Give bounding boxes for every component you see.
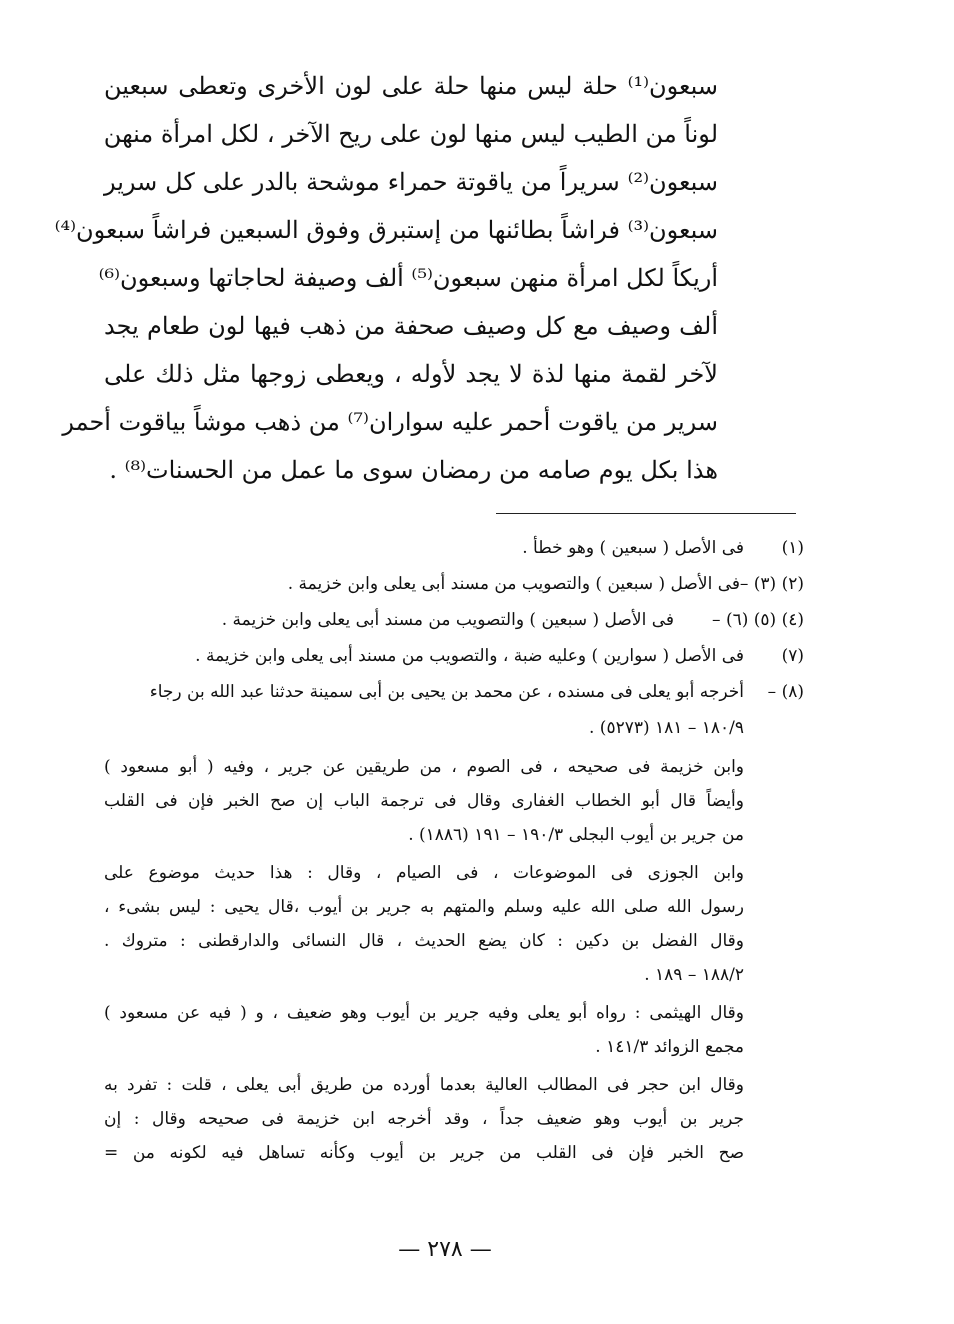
footnote-1: [104, 530, 804, 566]
footnote-paragraph-line: صح الخبر فإن فى القلب من جرير بن أيوب وكأنه تساهل فيه لكونه من =: [104, 1143, 744, 1163]
footnote-paragraph-3: [104, 996, 804, 1064]
main-text-line: لآخر لقمة منها لذة لا يجد لأوله ، ويعطى زوجها مثل ذلك على: [104, 360, 718, 388]
main-text: [54, 62, 718, 494]
main-text-line: سبعون⁽²⁾ سريراً من ياقوتة حمراء موشحة بالدر على كل سرير: [104, 168, 718, 196]
footnote-text: فى الأصل ( سبعين ) والتصويب من مسند أبى يعلى وابن خزيمة .: [221, 610, 674, 630]
footnote-paragraph-line: وابن خزيمة فى صحيحه ، فى الصوم ، من طريقين عن جرير ، وفيه ( أبو مسعود ): [104, 757, 744, 777]
footnote-separator: [496, 513, 796, 514]
footnote-number: (٨) –: [767, 682, 804, 702]
footnote-paragraph-line: مجمع الزوائد ١٤١/٣ .: [595, 1037, 744, 1057]
footnote-paragraph-line: وقال ابن حجر فى المطالب العالية بعدما أورده من طريق أبى يعلى ، قلت : تفرد به: [104, 1075, 744, 1095]
footnote-number: (٢) (٣) –: [739, 574, 804, 594]
footnote-paragraph-line: ١٨٨/٢ – ١٨٩ .: [644, 965, 744, 985]
footnote-paragraph-line: وقال الهيثمى : رواه أبو يعلى وفيه جرير بن أيوب وهو ضعيف ، و ( فيه عن مسعود ): [104, 1003, 744, 1023]
footnote-paragraph-4: [104, 1068, 804, 1170]
main-text-line: ألف وصيف مع كل وصيف صحفة من ذهب فيها لون طعام يجد: [104, 312, 718, 340]
main-text-line: هذا بكل يوم صامه من رمضان سوى ما عمل من الحسنات⁽⁸⁾ .: [109, 456, 718, 484]
footnote-text: فى الأصل ( سبعين ) وهو خطأ .: [522, 538, 744, 558]
footnote-paragraph-1: [104, 750, 804, 852]
footnote-8: [104, 674, 804, 746]
footnote-paragraph-line: من جرير بن أيوب البجلى ١٩٠/٣ – ١٩١ (١٨٨٦) .: [408, 825, 744, 845]
main-text-line: أريكاً لكل امرأة منهن سبعون⁽⁵⁾ ألف وصيفة لحاجاتها وسبعون⁽⁶⁾: [98, 264, 718, 292]
footnote-text: فى الأصل ( سوارين ) وعليه ضبة ، والتصويب من مسند أبى يعلى وابن خزيمة .: [195, 646, 744, 666]
footnote-paragraph-2: [104, 856, 804, 992]
footnote-paragraph-line: جرير بن أيوب وهو ضعيف جداً ، وقد أخرجه ابن خزيمة فى صحيحه وقال : إن: [104, 1109, 744, 1129]
footnote-number: (١): [781, 538, 804, 558]
footnote-text: أخرجه أبو يعلى فى مسنده ، عن محمد بن يحيى بن أبى سمينة حدثنا عبد الله بن رجاء: [149, 682, 744, 702]
footnote-paragraph-line: وأيضاً قال أبو الخطاب الغفارى وقال فى ترجمة الباب إن صح الخبر فإن فى القلب: [104, 791, 744, 811]
footnote-4-5-6: [104, 602, 804, 638]
page-number: — ٢٧٨ —: [398, 1237, 492, 1262]
main-text-line: سبعون⁽³⁾ فراشاً بطائنها من إستبرق وفوق السبعين فراشاً سبعون⁽⁴⁾: [54, 216, 718, 244]
footnote-paragraph-line: رسول الله صلى الله عليه وسلم والمتهم به جرير بن أيوب ،قال يحيى : ليس بشىء ،: [104, 897, 744, 917]
footnote-paragraph-line: وقال الفضل بن دكين : كان يضع الحديث ، قال النسائى والدارقطنى : متروك .: [104, 931, 744, 951]
footnote-7: [104, 638, 804, 674]
footnote-number: (٧): [781, 646, 804, 666]
footnote-paragraph-line: وابن الجوزى فى الموضوعات ، فى الصيام ، وقال : هذا حديث موضوع على: [104, 863, 744, 883]
main-text-line: سرير من ياقوت أحمر عليه سواران⁽⁷⁾ من ذهب موشاً بياقوت أحمر: [62, 408, 718, 436]
main-text-line: لوناً من الطيب ليس منها لون على ريح الآخر ، لكل امرأة منهن: [103, 120, 718, 148]
footnote-text: فى الأصل ( سبعين ) والتصويب من مسند أبى يعلى وابن خزيمة .: [287, 574, 740, 594]
footnote-number: (٤) (٥) (٦) –: [712, 610, 804, 630]
footnote-text: ١٨٠/٩ – ١٨١ (٥٢٧٣) .: [588, 718, 744, 738]
footnote-2-3: [104, 566, 804, 602]
footnotes: [104, 530, 804, 1170]
main-text-line: سبعون⁽¹⁾ حلة ليس منها حلة على لون الأخرى وتعطى سبعين: [104, 72, 718, 100]
